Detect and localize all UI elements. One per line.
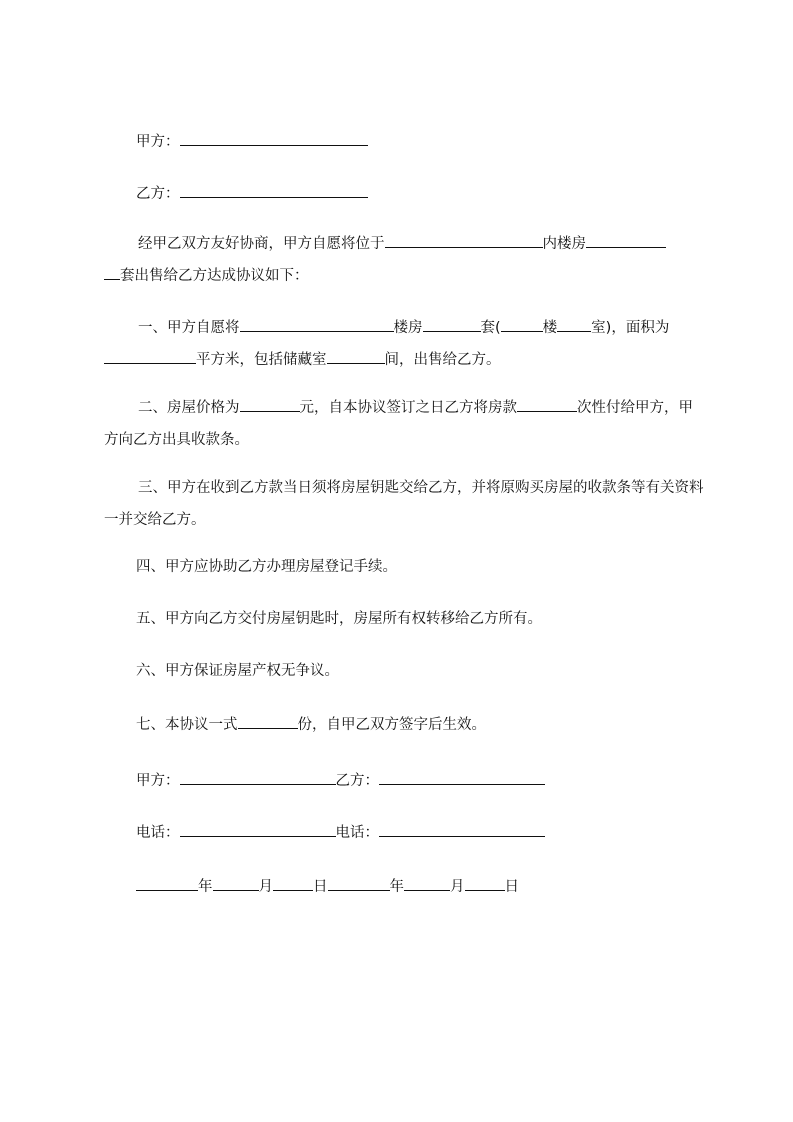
day-b-blank[interactable] <box>465 876 505 891</box>
signature-date-line <box>136 876 519 897</box>
party-a-line <box>136 131 368 152</box>
clause-1-text-6: 平方米，包括储藏室 <box>196 352 327 368</box>
intro-text-3: 套出售给乙方达成协议如下： <box>120 268 309 284</box>
payment-blank[interactable] <box>517 397 577 412</box>
sets-blank[interactable] <box>423 317 481 332</box>
location-blank[interactable] <box>385 233 543 248</box>
month-a-blank[interactable] <box>213 876 259 891</box>
storage-blank[interactable] <box>327 349 385 364</box>
clause-7-text-2: 份，自甲乙双方签字后生效。 <box>297 717 486 733</box>
clause-5 <box>136 609 542 629</box>
clause-5-text: 五、甲方向乙方交付房屋钥匙时，房屋所有权转移给乙方所有。 <box>136 611 542 627</box>
sign-party-a-label: 甲方： <box>136 773 180 789</box>
clause-2-text-1: 二、房屋价格为 <box>138 400 240 416</box>
intro-text-1: 经甲乙双方友好协商，甲方自愿将位于 <box>138 236 385 252</box>
clause-1-text-2: 楼房 <box>393 320 423 336</box>
day-b-label: 日 <box>504 879 519 895</box>
floor-blank[interactable] <box>501 317 543 332</box>
building-count-blank-a[interactable] <box>586 233 666 248</box>
month-b-blank[interactable] <box>404 876 450 891</box>
year-a-blank[interactable] <box>136 876 198 891</box>
building-count-blank-b[interactable] <box>104 265 120 280</box>
clause-4 <box>136 557 397 577</box>
party-a-blank[interactable] <box>180 131 368 146</box>
copies-blank[interactable] <box>238 714 298 729</box>
clause-2 <box>104 392 704 456</box>
year-b-blank[interactable] <box>328 876 390 891</box>
clause-1-text-7: 间，出售给乙方。 <box>384 352 501 368</box>
phone-a-blank[interactable] <box>180 822 336 837</box>
clause-6-text: 六、甲方保证房屋产权无争议。 <box>136 663 339 679</box>
clause-1-text-1: 一、甲方自愿将 <box>138 320 240 336</box>
party-a-label: 甲方： <box>136 134 180 150</box>
clause-4-text: 四、甲方应协助乙方办理房屋登记手续。 <box>136 559 397 575</box>
clause-2-text-2: 元，自本协议签订之日乙方将房款 <box>299 400 517 416</box>
phone-a-label: 电话： <box>136 825 180 841</box>
clause-1 <box>104 312 704 376</box>
intro-paragraph <box>104 228 704 292</box>
clause-7 <box>136 714 486 735</box>
clause-1-text-3: 套( <box>480 320 501 336</box>
clause-2-text-3: 次性付给甲方，甲方向乙方出具收款条。 <box>104 400 693 448</box>
clause-7-text-1: 七、本协议一式 <box>136 717 238 733</box>
year-a-label: 年 <box>198 879 213 895</box>
signature-phone-line <box>136 822 545 843</box>
signature-party-line <box>136 770 545 791</box>
party-b-blank[interactable] <box>180 183 368 198</box>
year-b-label: 年 <box>389 879 404 895</box>
clause-3 <box>104 472 704 536</box>
month-a-label: 月 <box>258 879 273 895</box>
house-blank[interactable] <box>240 317 394 332</box>
sign-party-b-label: 乙方： <box>335 773 379 789</box>
party-b-label: 乙方： <box>136 186 180 202</box>
sign-party-a-blank[interactable] <box>180 770 336 785</box>
price-blank[interactable] <box>240 397 300 412</box>
clause-6 <box>136 661 339 681</box>
month-b-label: 月 <box>450 879 465 895</box>
area-blank[interactable] <box>104 349 196 364</box>
party-b-line <box>136 183 368 204</box>
phone-b-blank[interactable] <box>379 822 545 837</box>
clause-1-text-4: 楼 <box>542 320 558 336</box>
clause-3-text: 三、甲方在收到乙方款当日须将房屋钥匙交给乙方，并将原购买房屋的收款条等有关资料一并交给乙方。 <box>104 480 704 528</box>
day-a-blank[interactable] <box>273 876 313 891</box>
clause-1-text-5: 室)，面积为 <box>591 320 670 336</box>
phone-b-label: 电话： <box>335 825 379 841</box>
sign-party-b-blank[interactable] <box>379 770 545 785</box>
intro-text-2: 内楼房 <box>542 236 586 252</box>
room-blank[interactable] <box>557 317 591 332</box>
day-a-label: 日 <box>313 879 328 895</box>
